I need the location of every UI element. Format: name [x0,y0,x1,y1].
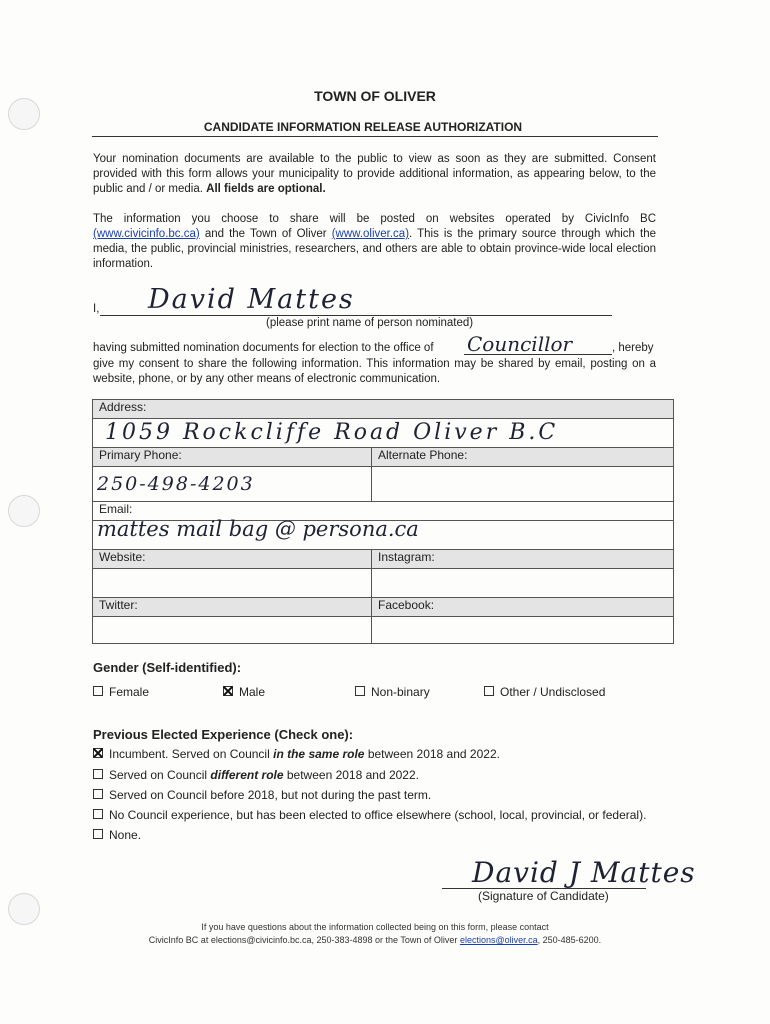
checkbox[interactable] [355,686,365,696]
intro-text: and the Town of Oliver [204,228,327,240]
option-emphasis: different role [210,768,284,782]
facebook-label: Facebook: [372,598,674,617]
option-label: Incumbent. Served on Council [109,747,270,761]
signature-caption: (Signature of Candidate) [478,889,609,903]
alternate-phone-label: Alternate Phone: [372,448,674,467]
option-label: between 2018 and 2022. [286,768,419,782]
subtitle-underline [92,136,658,137]
civicinfo-link[interactable]: (www.civicinfo.bc.ca) [93,228,200,240]
email-field[interactable] [93,517,674,550]
option-label: No Council experience, but has been elected to office elsewhere (school, local, provincial, or federal). [109,808,647,822]
primary-phone-field[interactable] [93,467,372,502]
option-label: between 2018 and 2022. [367,747,500,761]
alternate-phone-field[interactable] [372,467,674,502]
document-title: TOWN OF OLIVER [314,88,436,104]
option-emphasis: in the same role [273,747,365,761]
oliver-link[interactable]: (www.oliver.ca) [331,228,410,240]
footer-text: , 250-485-6200. [537,935,602,945]
twitter-label: Twitter: [93,598,372,617]
checkbox-checked[interactable] [223,686,233,696]
intro-bold-note: All fields are optional. [206,183,326,195]
gender-option-male[interactable] [223,685,265,699]
website-label: Website: [93,550,372,569]
option-label: Female [109,685,150,699]
intro-text: The information you choose to share will be posted on websites operated by CivicInfo BC [93,213,656,225]
address-label: Address: [93,400,674,419]
checkbox[interactable] [93,789,103,799]
oliver-email-link[interactable]: elections@oliver.ca [459,935,538,945]
facebook-field[interactable] [372,617,674,644]
punch-hole [8,495,40,527]
primary-phone-value: 250-498-4203 [97,473,255,495]
document-subtitle: CANDIDATE INFORMATION RELEASE AUTHORIZATION [203,120,523,134]
address-field[interactable] [93,419,674,448]
gender-heading: Gender (Self-identified): [93,660,242,675]
email-label: Email: [93,502,674,521]
checkbox[interactable] [93,829,103,839]
experience-option-none[interactable] [93,828,141,842]
instagram-label: Instagram: [372,550,674,569]
name-caption: (please print name of person nominated) [266,317,474,329]
email-value: mattes mail bag @ persona.ca [97,517,419,541]
name-prefix: I, [93,303,100,315]
option-label: Male [239,685,266,699]
nominee-name-handwritten: David Mattes [148,284,355,315]
gender-option-female[interactable] [93,685,149,699]
option-label: Other / Undisclosed [500,685,606,699]
experience-option-elected-elsewhere[interactable] [93,808,646,822]
checkbox[interactable] [93,769,103,779]
twitter-field[interactable] [93,617,372,644]
option-label: None. [109,828,142,842]
hereby-text: , hereby [612,342,654,354]
name-line [100,315,612,316]
gender-option-non-binary[interactable] [355,685,430,699]
office-handwritten: Councillor [467,332,573,356]
address-value: 1059 Rockcliffe Road Oliver B.C [105,420,559,445]
experience-option-before-2018[interactable] [93,788,431,802]
primary-phone-label: Primary Phone: [93,448,372,467]
intro-text: . This is the primary source through which the media, the public, provincial ministries, researchers, and others are able to obtain province-wide local election information. [93,228,656,270]
footer-text: CivicInfo BC at elections@civicinfo.bc.ca, 250-383-4898 or the Town of Oliver [148,935,458,945]
candidate-signature: David J Mattes [472,856,696,889]
checkbox-checked[interactable] [93,748,103,758]
candidate-info-table [92,399,674,644]
footer-line-1: If you have questions about the information collected being on this form, please contact [201,922,549,932]
checkbox[interactable] [93,809,103,819]
checkbox[interactable] [484,686,494,696]
office-line-text: having submitted nomination documents for election to the office of [93,342,434,354]
experience-option-different-role[interactable] [93,768,419,782]
intro-paragraph-1 [93,152,656,197]
experience-option-incumbent[interactable] [93,747,500,761]
experience-heading: Previous Elected Experience (Check one): [93,727,354,742]
intro-paragraph-2 [93,212,656,272]
gender-option-other[interactable] [484,685,605,699]
intro-text: Your nomination documents are available to the public to view as soon as they are submitted. Consent provided with this form allows your municipality to provide additional information, as appearing below, to the public and / or media. [93,153,656,195]
option-label: Served on Council before 2018, but not during the past term. [109,788,432,802]
website-field[interactable] [93,569,372,598]
option-label: Non-binary [371,685,430,699]
checkbox[interactable] [93,686,103,696]
footer-line-2 [0,934,750,947]
consent-text: give my consent to share the following information. This information may be shared by email, posting on a website, phone, or by any other means of electronic communication. [93,358,656,385]
office-line [464,354,612,355]
instagram-field[interactable] [372,569,674,598]
option-label: Served on Council [109,768,208,782]
